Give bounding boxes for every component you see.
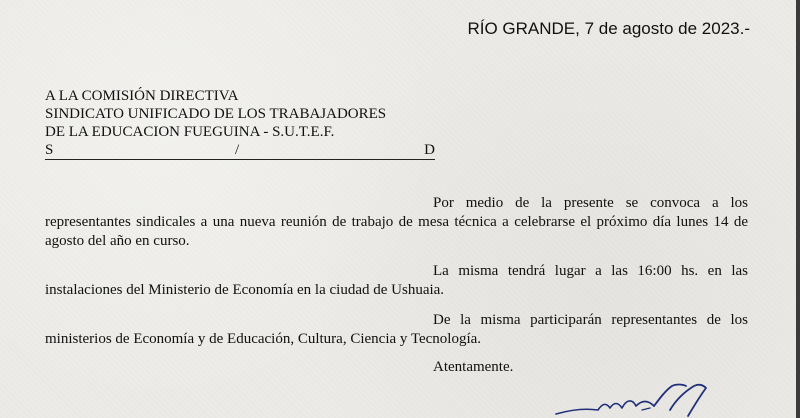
addressee-line-3: DE LA EDUCACION FUEGUINA - S.U.T.E.F. [45, 124, 335, 140]
signature-strokes [556, 385, 706, 417]
closing-salutation: Atentamente. [433, 359, 514, 375]
paragraph-convocation [45, 194, 748, 251]
addressee-line-1: A LA COMISIÓN DIRECTIVA [45, 88, 239, 104]
addressee-line-2: SINDICATO UNIFICADO DE LOS TRABAJADORES [45, 106, 387, 122]
paragraph-2-text: La misma tendrá lugar a las 16:00 hs. en las instalaciones del Ministerio de Economía en la ciudad de Ushuaia. [45, 263, 748, 298]
signature-icon [550, 380, 720, 418]
scan-edge [796, 0, 800, 418]
sd-s-letter: S [45, 142, 54, 158]
sd-slash: / [235, 142, 240, 158]
paragraph-1-text: Por medio de la presente se convoca a los representantes sindicales a una nueva reunión de trabajo de mesa técnica a celebrarse el próximo día lunes 14 de agosto del año en curso. [45, 195, 748, 249]
sd-line [45, 141, 435, 160]
paragraph-3-text: De la misma participarán representantes de los ministerios de Economía y de Educación, Cultura, Ciencia y Tecnología. [45, 312, 748, 347]
sd-d-letter: D [424, 142, 435, 158]
paragraph-participants [45, 311, 748, 349]
letter-date: RÍO GRANDE, 7 de agosto de 2023.- [467, 19, 750, 38]
paragraph-location [45, 262, 748, 300]
addressee-block [45, 87, 445, 160]
